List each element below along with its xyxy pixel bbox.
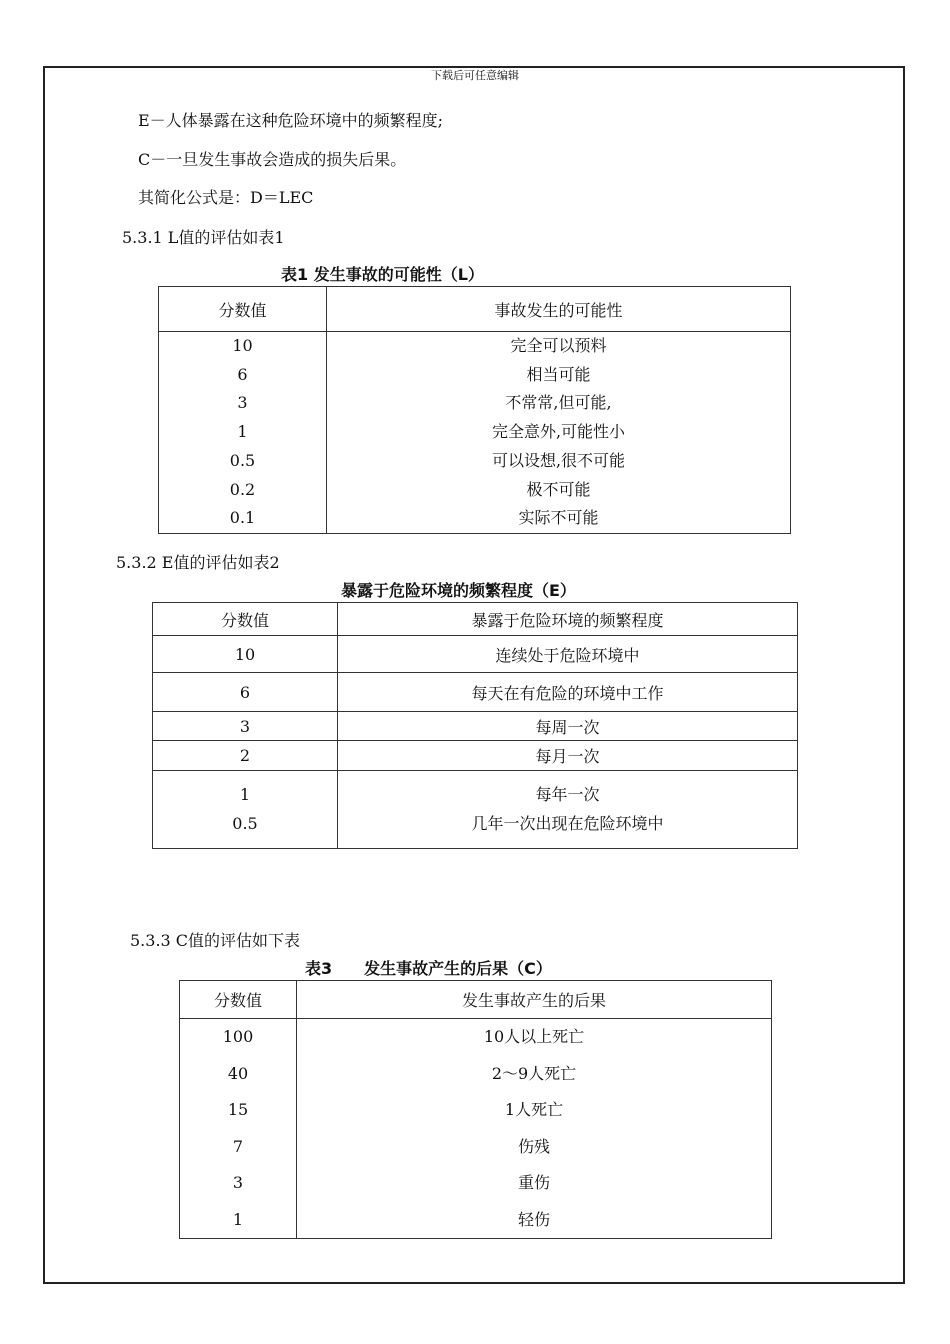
table2-desc: 每月一次 — [338, 741, 798, 771]
table3-score: 100 — [222, 1027, 254, 1046]
table-row — [153, 741, 798, 771]
table3-desc: 轻伤 — [517, 1209, 550, 1229]
table3-desc-column — [297, 1019, 772, 1239]
table2-desc: 每周一次 — [338, 712, 798, 741]
formula: 其简化公式是：D＝LEC — [138, 188, 314, 207]
table-row — [153, 636, 798, 673]
table3-score: 3 — [232, 1173, 244, 1192]
table1-desc-column — [327, 332, 791, 534]
table2-desc: 连续处于危险环境中 — [338, 636, 798, 673]
table2-score-stack — [153, 771, 338, 849]
l-section-heading: 5.3.1 L值的评估如表1 — [122, 228, 285, 247]
table3-score-column — [180, 1019, 297, 1239]
table3-desc: 2～9人死亡 — [491, 1063, 577, 1083]
table2-desc: 每年一次 — [535, 784, 600, 804]
table1-desc: 相当可能 — [526, 364, 591, 384]
table1-header-desc: 事故发生的可能性 — [327, 287, 791, 332]
table2-desc: 每天在有危险的环境中工作 — [338, 673, 798, 712]
table1-header-score: 分数值 — [159, 287, 327, 332]
table2-header-desc: 暴露于危险环境的频繁程度 — [338, 603, 798, 636]
table1-desc: 实际不可能 — [518, 508, 599, 528]
table3-header-desc: 发生事故产生的后果 — [297, 981, 772, 1019]
e-section-heading: 5.3.2 E值的评估如表2 — [116, 553, 280, 572]
table2-header-score: 分数值 — [153, 603, 338, 636]
table-row — [153, 771, 798, 849]
table1-desc: 完全意外,可能性小 — [491, 422, 626, 442]
table2-desc-stack — [338, 771, 798, 849]
table2-score: 2 — [153, 741, 338, 771]
table3 — [179, 980, 772, 1239]
table1-desc: 完全可以预料 — [510, 336, 607, 356]
table2-score: 6 — [153, 673, 338, 712]
table-row — [153, 673, 798, 712]
table1-score: 0.5 — [229, 450, 256, 470]
e-definition: E－人体暴露在这种危险环境中的频繁程度; — [138, 111, 444, 130]
table1-desc: 极不可能 — [526, 479, 591, 499]
table1-caption: 表1 发生事故的可能性（L） — [281, 265, 484, 284]
table1-score: 0.2 — [229, 479, 256, 499]
table3-score: 1 — [232, 1209, 244, 1229]
table1-desc: 不常常,但可能, — [505, 393, 612, 413]
table2 — [152, 602, 798, 849]
table3-caption: 表3 发生事故产生的后果（C） — [305, 959, 552, 978]
c-section-heading: 5.3.3 C值的评估如下表 — [130, 931, 301, 950]
table1-score: 6 — [237, 364, 248, 384]
table2-score: 10 — [153, 636, 338, 673]
table2-score: 1 — [239, 784, 251, 804]
table3-desc: 10人以上死亡 — [483, 1027, 585, 1046]
table1 — [158, 286, 791, 534]
table3-score: 40 — [227, 1063, 249, 1083]
c-definition: C－一旦发生事故会造成的损失后果。 — [138, 150, 407, 169]
table2-score: 3 — [153, 712, 338, 741]
table3-score: 15 — [227, 1100, 249, 1119]
table1-score: 0.1 — [229, 508, 256, 528]
table-row — [153, 712, 798, 741]
table1-score: 10 — [232, 336, 253, 356]
page-header: 下载后可任意编辑 — [431, 69, 519, 82]
table2-score: 0.5 — [232, 813, 258, 833]
table1-score: 3 — [237, 393, 248, 413]
table1-desc: 可以设想,很不可能 — [491, 450, 626, 470]
table3-desc: 1人死亡 — [504, 1100, 564, 1119]
table1-score: 1 — [237, 422, 248, 442]
table3-desc: 重伤 — [517, 1173, 550, 1192]
table3-desc: 伤残 — [517, 1136, 550, 1156]
table2-desc: 几年一次出现在危险环境中 — [471, 813, 664, 833]
table3-header-score: 分数值 — [180, 981, 297, 1019]
table3-score: 7 — [232, 1136, 244, 1156]
table2-caption: 暴露于危险环境的频繁程度（E） — [341, 581, 576, 600]
table1-score-column — [159, 332, 327, 534]
